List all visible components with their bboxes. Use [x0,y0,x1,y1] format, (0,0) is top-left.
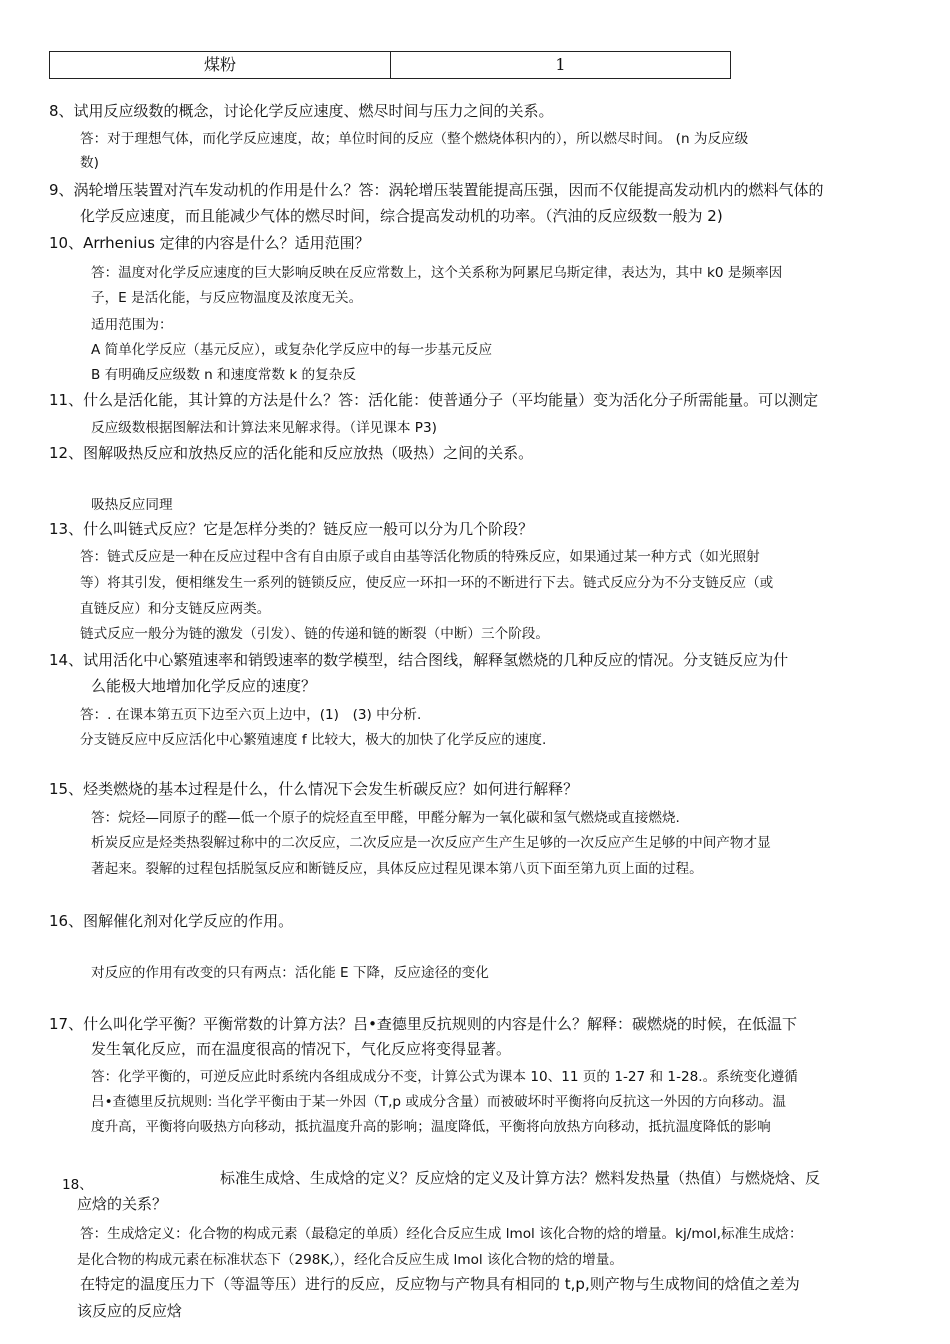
question-13: 13、什么叫链式反应？它是怎样分类的？链反应一般可以分为几个阶段？ [49,520,534,538]
question-10: 10、Arrhenius 定律的内容是什么？适用范围？ [49,234,370,252]
answer-8-line2: 数) [80,155,99,171]
answer-16: 对反应的作用有改变的只有两点：活化能 E 下降，反应途径的变化 [91,965,489,981]
question-15: 15、烃类燃烧的基本过程是什么，什么情况下会发生析碳反应？如何进行解释？ [49,780,579,798]
question-14-line1: 14、试用活化中心繁殖速率和销毁速率的数学模型，结合图线，解释氢燃烧的几种反应的情况。分支链反应为什 [49,651,789,669]
answer-13-line3: 直链反应）和分支链反应两类。 [80,601,271,617]
table-cell-label: 煤粉 [50,52,391,78]
answer-10-line2: 子，E 是活化能，与反应物温度及浓度无关。 [91,290,363,306]
answer-14-line2: 分支链反应中反应活化中心繁殖速度 f 比较大，极大的加快了化学反应的速度. [80,732,547,748]
answer-18-line4: 该反应的反应焓 [77,1302,183,1320]
answer-14-line1: 答：. 在课本第五页下边至六页上边中，(1) (3) 中分析. [80,707,422,723]
question-18-number: 18、 [62,1177,93,1193]
question-18-line2: 应焓的关系？ [77,1195,168,1213]
answer-13-line4: 链式反应一般分为链的激发（引发）、链的传递和链的断裂（中断）三个阶段。 [80,626,549,642]
answer-15-line1: 答：烷烃—同原子的醛—低一个原子的烷烃直至甲醛，甲醛分解为一氧化碳和氢气燃烧或直接燃烧. [91,810,680,826]
answer-8-line1: 答：对于理想气体，而化学反应速度，故；单位时间的反应（整个燃烧体积内的），所以燃尽时间。 (n 为反应级 [80,131,749,147]
answer-10-line1: 答：温度对化学反应速度的巨大影响反映在反应常数上，这个关系称为阿累尼乌斯定律，表达为，其中 k0 是频率因 [91,265,783,281]
answer-13-line2: 等）将其引发，便相继发生一系列的链锁反应，使反应一环扣一环的不断进行下去。链式反应分为不分支链反应（或 [80,575,774,591]
answer-18-line3: 在特定的温度压力下（等温等压）进行的反应，反应物与产物具有相同的 t,p,则产物与生成物间的焓值之差为 [80,1275,800,1293]
question-8: 8、试用反应级数的概念，讨论化学反应速度、燃尽时间与压力之间的关系。 [49,102,554,120]
answer-11: 反应级数根据图解法和计算法来见解求得。（详见课本 P3) [91,420,437,436]
answer-18-line2: 是化合物的构成元素在标准状态下（298K,），经化合反应生成 lmol 该化合物的焓的增量。 [77,1252,623,1268]
question-17-line2: 发生氧化反应，而在温度很高的情况下，气化反应将变得显著。 [91,1040,512,1058]
answer-17-line1: 答：化学平衡的，可逆反应此时系统内各组成成分不变，计算公式为课本 10、11 页的 1-27 和 1-28.。系统变化遵循 [91,1069,798,1085]
answer-17-line2: 吕•查德里反抗规则: 当化学平衡由于某一外因（T,p 或成分含量）而被破坏时平衡将向反抗这一外因的方向移动。温 [91,1094,786,1110]
question-16: 16、图解催化剂对化学反应的作用。 [49,912,294,930]
answer-18-line1: 答：生成焓定义：化合物的构成元素（最稳定的单质）经化合反应生成 lmol 该化合物的焓的增量。kj/mol,标准生成焓： [80,1226,803,1242]
question-18-line1: 标准生成焓、生成焓的定义？反应焓的定义及计算方法？燃料发热量（热值）与燃烧焓、反 [220,1169,821,1187]
answer-15-line3: 著起来。裂解的过程包括脱氢反应和断链反应，具体反应过程见课本第八页下面至第九页上面的过程。 [91,861,703,877]
question-9-line2: 化学反应速度，而且能减少气体的燃尽时间，综合提高发动机的功率。（汽油的反应级数一般为 2) [80,207,723,225]
question-11: 11、什么是活化能，其计算的方法是什么？答：活化能：使普通分子（平均能量）变为活化分子所需能量。可以测定 [49,391,819,409]
answer-13-line1: 答：链式反应是一种在反应过程中含有自由原子或自由基等活化物质的特殊反应，如果通过某一种方式（如光照射 [80,549,760,565]
answer-10-line3: 适用范围为： [91,317,173,333]
question-14-line2: 么能极大地增加化学反应的速度？ [91,677,317,695]
question-12: 12、图解吸热反应和放热反应的活化能和反应放热（吸热）之间的关系。 [49,444,534,462]
question-9-line1: 9、涡轮增压装置对汽车发动机的作用是什么？答：涡轮增压装置能提高压强，因而不仅能提高发动机内的燃料气体的 [49,181,824,199]
answer-10-line4: A 简单化学反应（基元反应），或复杂化学反应中的每一步基元反应 [91,342,493,358]
answer-10-line5: B 有明确反应级数 n 和速度常数 k 的复杂反 [91,367,356,383]
answer-12: 吸热反应同理 [91,497,173,513]
question-17-line1: 17、什么叫化学平衡？平衡常数的计算方法？吕•查德里反抗规则的内容是什么？解释：碳燃烧的时候，在低温下 [49,1015,797,1033]
answer-15-line2: 析炭反应是烃类热裂解过称中的二次反应，二次反应是一次反应产生产生足够的一次反应产生足够的中间产物才显 [91,835,771,851]
answer-17-line3: 度升高，平衡将向吸热方向移动，抵抗温度升高的影响；温度降低，平衡将向放热方向移动，抵抗温度降低的影响 [91,1119,771,1135]
table-cell-value: 1 [555,55,566,74]
data-table [49,51,731,79]
